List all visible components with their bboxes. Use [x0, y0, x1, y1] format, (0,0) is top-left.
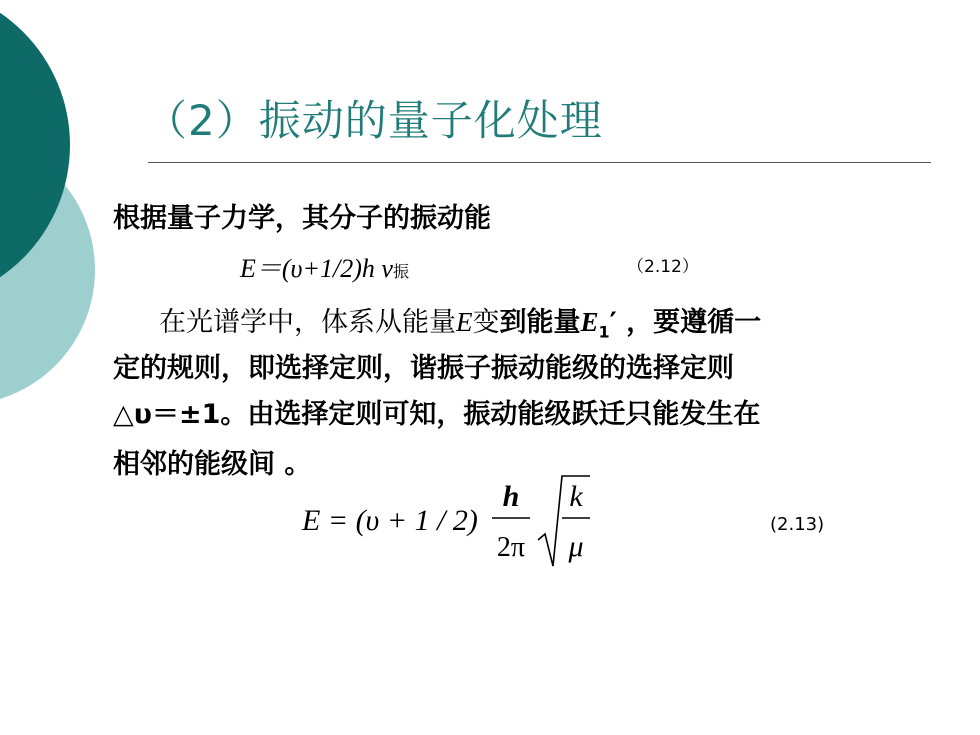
equation-number-2-12: （2.12）: [627, 257, 699, 277]
equation-2-13-root-denominator: μ: [568, 530, 584, 563]
intro-text: 根据量子力学，其分子的振动能: [113, 203, 491, 234]
equation-2-13-fraction-denominator: 2π: [496, 532, 526, 563]
paragraph-energy-E: E: [456, 307, 473, 337]
paragraph-line-2: 定的规则，即选择定则，谐振子振动能级的选择定则: [113, 353, 734, 384]
equation-2-13-lhs: E = (υ + 1 / 2): [302, 504, 478, 537]
equation-number-2-13: (2.13): [770, 514, 825, 535]
paragraph-line-1-bold: 到能量: [499, 307, 581, 338]
equation-2-12-text: E＝(υ+1/2)h v: [240, 254, 393, 283]
paragraph-line-1-normal: 在光谱学中，体系从能量: [159, 307, 456, 338]
equation-2-13-fraction-numerator: h: [502, 480, 520, 513]
equation-2-12: [240, 248, 409, 285]
paragraph-line-3: △υ＝±1。由选择定则可知，振动能级跃迁只能发生在: [113, 399, 761, 430]
paragraph-energy-E1-subscript: 1: [598, 322, 610, 342]
paragraph-line-1-tail: ′ ，要遵循一: [609, 307, 762, 338]
equation-2-12-subscript: 振: [392, 262, 409, 281]
equation-2-13: [300, 470, 620, 580]
paragraph-line-4: 相邻的能级间 。: [113, 449, 312, 480]
title-divider: [148, 162, 931, 163]
paragraph-line-1: [113, 300, 761, 341]
paragraph-energy-E1: E: [580, 307, 599, 337]
equation-2-13-root-numerator: k: [569, 480, 583, 513]
slide-title: （2）振动的量子化处理: [145, 96, 603, 145]
paragraph-line-1-mid: 变: [472, 307, 500, 338]
